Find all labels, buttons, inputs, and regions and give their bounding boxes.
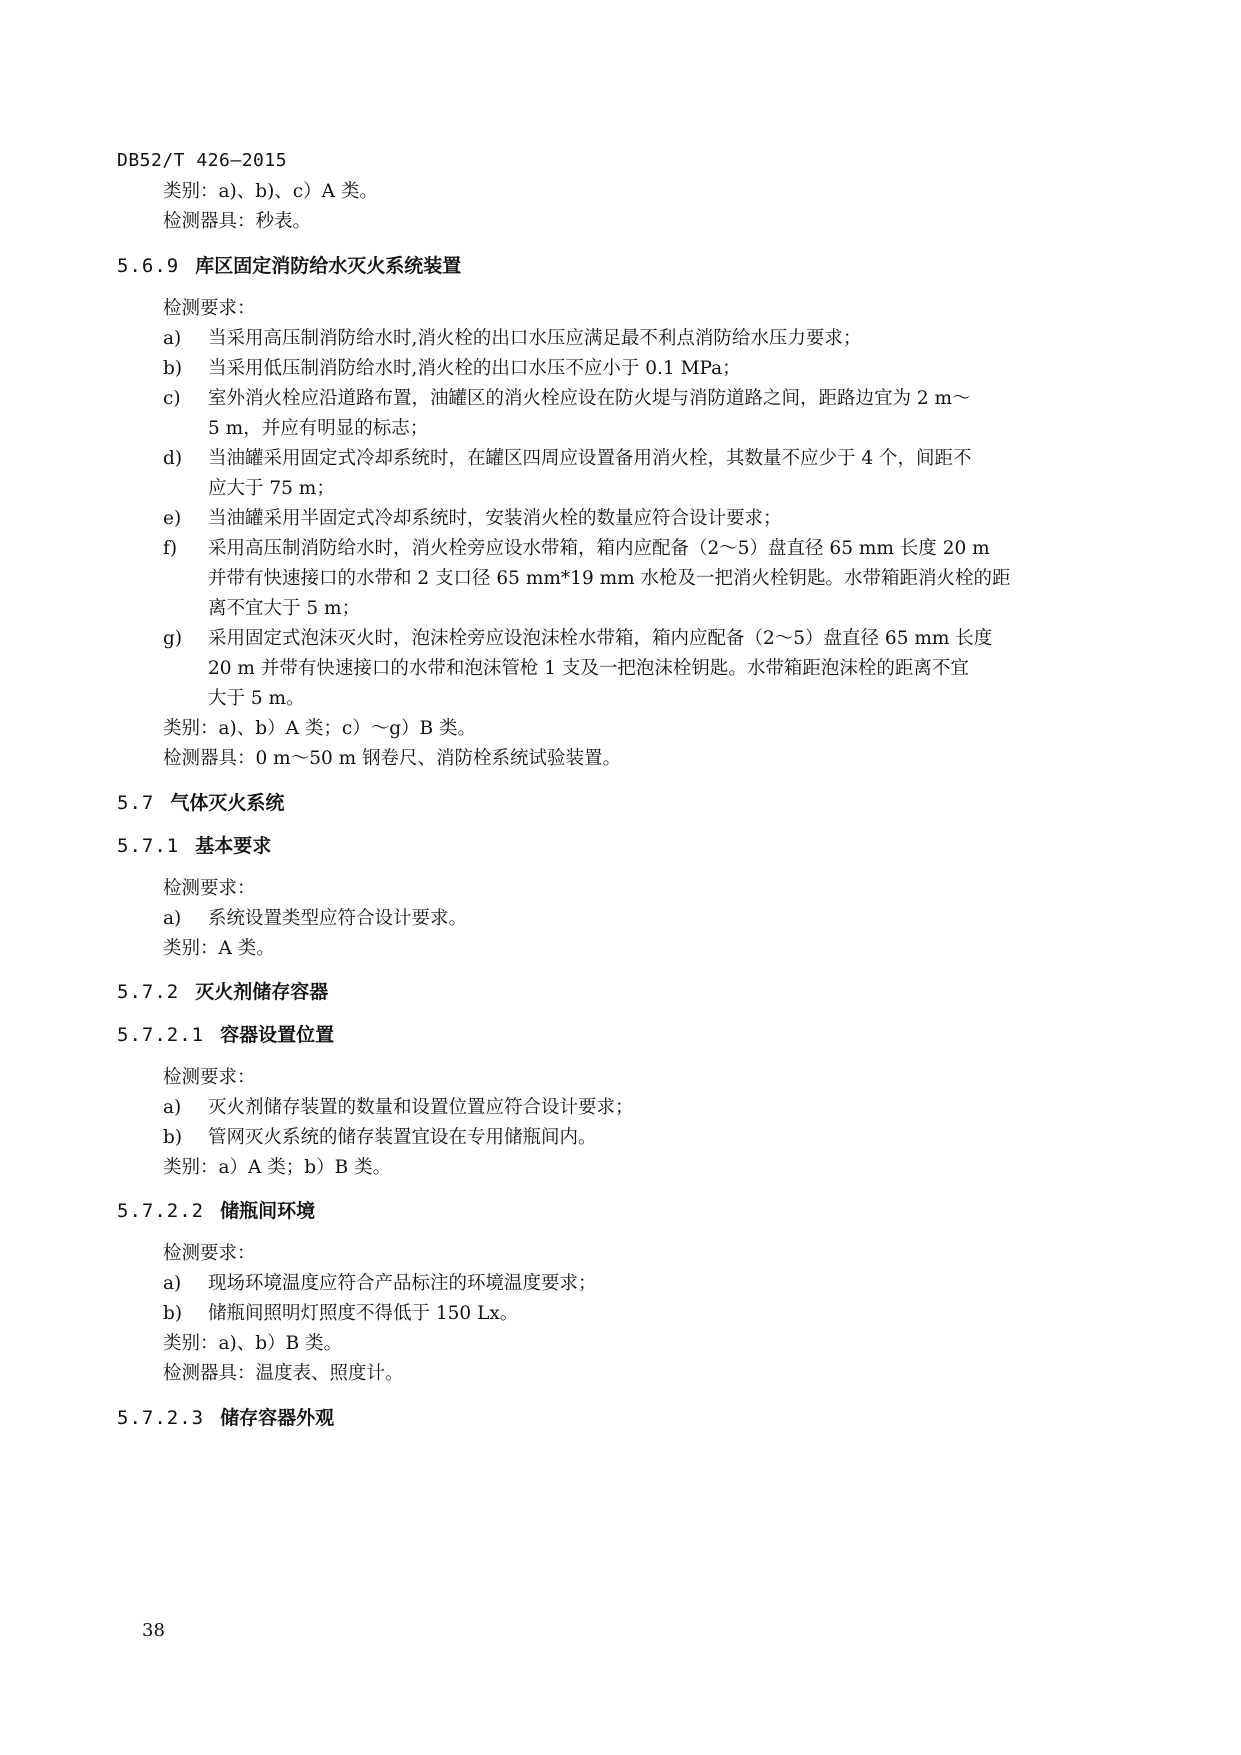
category-text: 类别：a)、b)、c）A 类。 [163, 181, 378, 202]
section-heading-5-7-2-3 [117, 1406, 334, 1430]
section-title: 基本要求 [195, 835, 272, 857]
list-item: 当油罐采用固定式冷却系统时，在罐区四周应设置备用消火栓，其数量不应少于 4 个，间距不 [208, 448, 972, 469]
category-text: 类别：a)、b）A 类；c）～g）B 类。 [163, 718, 477, 739]
list-item-continuation: 应大于 75 m； [208, 478, 335, 499]
section-heading-5-7-2 [117, 980, 328, 1004]
section-number: 5.7.2.2 [117, 1200, 205, 1222]
section-number: 5.7.2 [117, 981, 180, 1003]
list-marker: b) [163, 1127, 183, 1148]
list-marker: b) [163, 1303, 183, 1324]
list-marker: a) [163, 1273, 182, 1294]
instrument-text: 检测器具：秒表。 [163, 211, 312, 232]
section-title: 储瓶间环境 [220, 1200, 316, 1222]
section-title: 容器设置位置 [220, 1024, 335, 1046]
list-item: 系统设置类型应符合设计要求。 [208, 908, 468, 929]
list-item: 当采用高压制消防给水时,消火栓的出口水压应满足最不利点消防给水压力要求； [208, 328, 862, 349]
list-item: 灭火剂储存装置的数量和设置位置应符合设计要求； [208, 1097, 634, 1118]
section-heading-5-7 [117, 791, 284, 815]
section-number: 5.7.2.3 [117, 1407, 205, 1429]
list-marker: a) [163, 328, 182, 349]
section-heading-5-7-2-2 [117, 1199, 315, 1223]
document-id: DB52/T 426—2015 [117, 150, 288, 171]
list-item-continuation: 20 m 并带有快速接口的水带和泡沫管枪 1 支及一把泡沫栓钥匙。水带箱距泡沫栓的距离不宜 [208, 658, 969, 679]
requirement-label: 检测要求： [163, 298, 256, 319]
requirement-label: 检测要求： [163, 878, 256, 899]
list-item: 管网灭火系统的储存装置宜设在专用储瓶间内。 [208, 1127, 597, 1148]
section-title: 气体灭火系统 [170, 792, 285, 814]
list-item-continuation: 5 m，并应有明显的标志； [208, 418, 429, 439]
list-item-continuation: 大于 5 m。 [208, 688, 305, 709]
category-text: 类别：A 类。 [163, 938, 275, 959]
list-marker: e) [163, 508, 182, 529]
list-item: 当采用低压制消防给水时,消火栓的出口水压不应小于 0.1 MPa； [208, 358, 741, 379]
section-heading-5-7-2-1 [117, 1023, 334, 1047]
list-marker: a) [163, 1097, 182, 1118]
list-item: 现场环境温度应符合产品标注的环境温度要求； [208, 1273, 597, 1294]
list-item: 采用固定式泡沫灭火时，泡沫栓旁应设泡沫栓水带箱，箱内应配备（2～5）盘直径 65 mm 长度 [208, 628, 993, 649]
section-title: 库区固定消防给水灭火系统装置 [195, 255, 462, 277]
list-item: 采用高压制消防给水时，消火栓旁应设水带箱，箱内应配备（2～5）盘直径 65 mm 长度 20 m [208, 538, 990, 559]
list-item: 室外消火栓应沿道路布置，油罐区的消火栓应设在防火堤与消防道路之间，距路边宜为 2 m～ [208, 388, 971, 409]
list-item: 储瓶间照明灯照度不得低于 150 Lx。 [208, 1303, 519, 1324]
requirement-label: 检测要求： [163, 1243, 256, 1264]
section-number: 5.7.2.1 [117, 1024, 205, 1046]
list-marker: f) [163, 538, 178, 559]
category-text: 类别：a）A 类；b）B 类。 [163, 1157, 392, 1178]
category-text: 类别：a)、b）B 类。 [163, 1333, 343, 1354]
instrument-text: 检测器具：温度表、照度计。 [163, 1363, 404, 1384]
list-marker: d) [163, 448, 183, 469]
list-item-continuation: 并带有快速接口的水带和 2 支口径 65 mm*19 mm 水枪及一把消火栓钥匙。水带箱距消火栓的距 [208, 568, 1011, 589]
section-number: 5.7 [117, 792, 155, 814]
section-heading-5-6-9 [117, 254, 461, 278]
requirement-label: 检测要求： [163, 1067, 256, 1088]
page-number: 38 [142, 1620, 165, 1641]
section-heading-5-7-1 [117, 834, 271, 858]
list-marker: g) [163, 628, 183, 649]
list-marker: c) [163, 388, 181, 409]
list-item: 当油罐采用半固定式冷却系统时，安装消火栓的数量应符合设计要求； [208, 508, 782, 529]
section-title: 储存容器外观 [220, 1407, 335, 1429]
list-item-continuation: 离不宜大于 5 m； [208, 598, 361, 619]
section-number: 5.7.1 [117, 835, 180, 857]
section-title: 灭火剂储存容器 [195, 981, 329, 1003]
list-marker: a) [163, 908, 182, 929]
list-marker: b) [163, 358, 183, 379]
section-number: 5.6.9 [117, 255, 180, 277]
instrument-text: 检测器具：0 m～50 m 钢卷尺、消防栓系统试验装置。 [163, 748, 622, 769]
